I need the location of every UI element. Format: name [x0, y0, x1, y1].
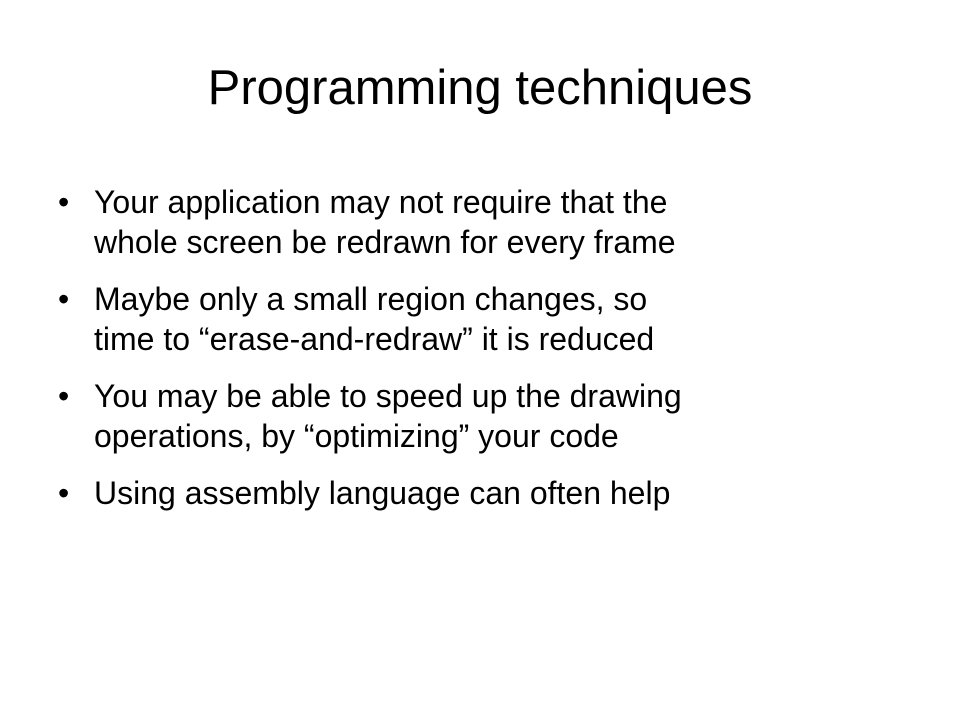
bullet-text-line: Your application may not require that the [94, 184, 668, 220]
bullet-item [58, 473, 918, 513]
bullet-text-line: time to “erase-and-redraw” it is reduced [94, 321, 655, 357]
bullet-marker: • [58, 378, 70, 414]
bullet-list [58, 182, 918, 530]
bullet-marker: • [58, 475, 70, 511]
bullet-text-line: operations, by “optimizing” your code [94, 418, 619, 454]
bullet-item [58, 182, 918, 262]
bullet-marker: • [58, 281, 70, 317]
bullet-text-line: whole screen be redrawn for every frame [94, 224, 676, 260]
bullet-marker: • [58, 184, 70, 220]
slide-title: Programming techniques [207, 61, 753, 115]
bullet-text-line: Using assembly language can often help [94, 475, 671, 511]
bullet-text-line: Maybe only a small region changes, so [94, 281, 648, 317]
bullet-item [58, 376, 918, 456]
bullet-item [58, 279, 918, 359]
bullet-text-line: You may be able to speed up the drawing [94, 378, 682, 414]
